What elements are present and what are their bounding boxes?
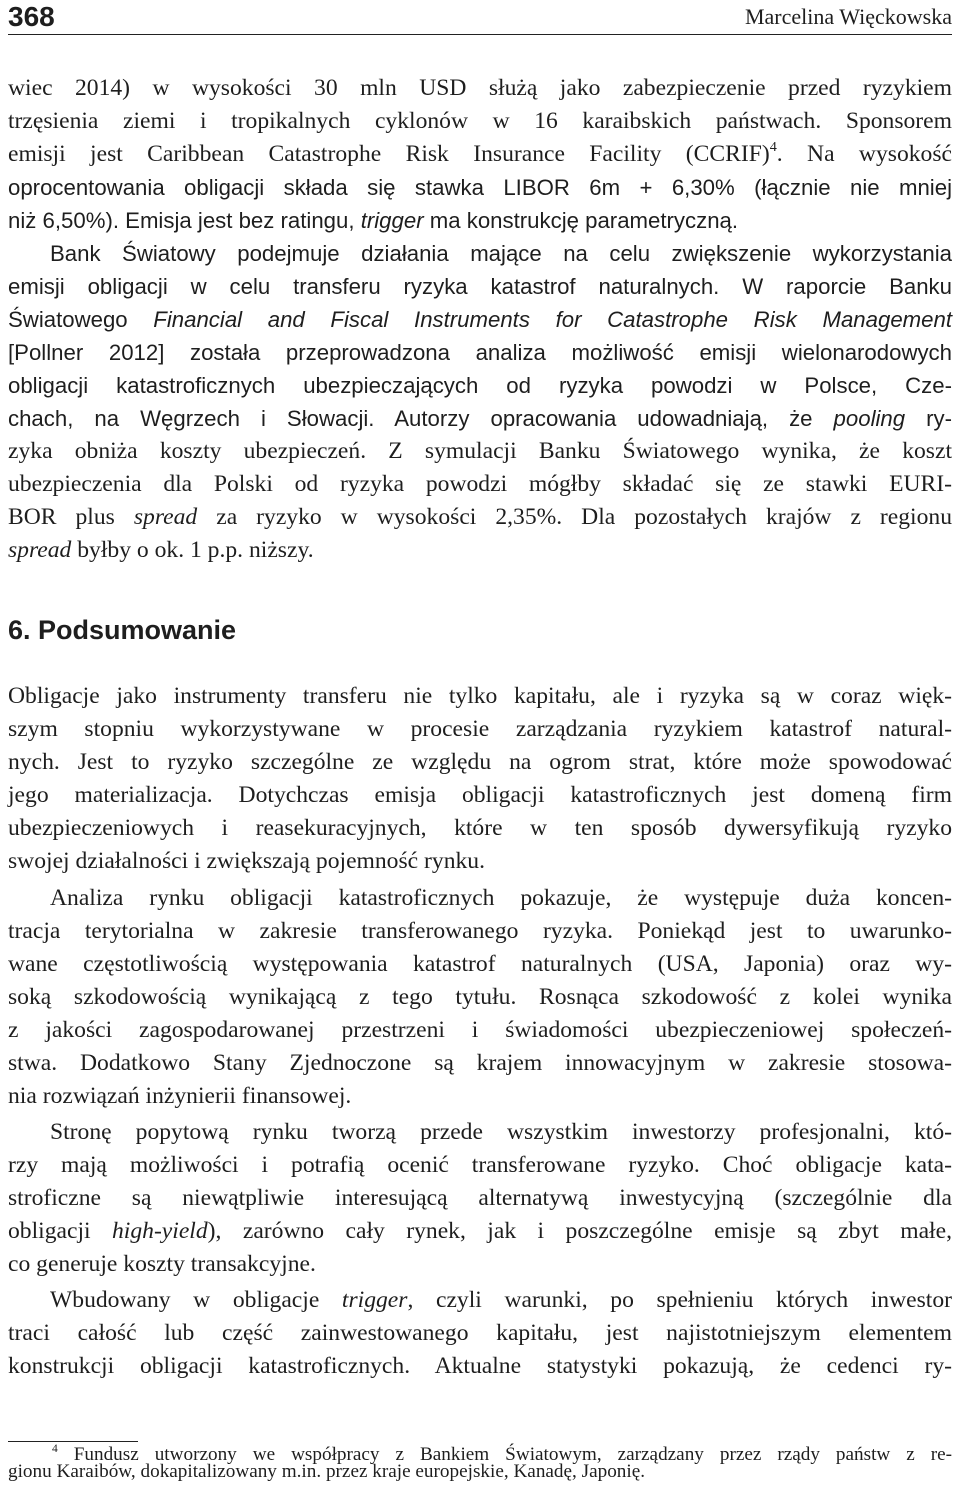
body-line (50, 1284, 952, 1317)
text-segment: . Na wysokość (776, 141, 952, 167)
page-header (8, 0, 952, 35)
running-head-author: Marcelina Więckowska (744, 4, 952, 29)
body-line (8, 204, 952, 237)
body-line (8, 402, 952, 435)
text-segment: chach, na Węgrzech i Słowacji. Autorzy opracowania udowadniają, że (8, 406, 834, 431)
body-line: z jakości zagospodarowanej przestrzeni i świadomości ubezpieczeniowej społeczeń- (8, 1017, 952, 1043)
section-heading: 6. Podsumowanie (8, 615, 237, 645)
body-line: co generuje koszty transakcyjne. (8, 1251, 316, 1277)
body-line (8, 534, 952, 567)
text-segment: Fundusz utworzony we współpracy z Bankiem Światowym, zarządzany przez rządy państw z re- (57, 1444, 952, 1465)
italic-term: pooling (833, 406, 906, 431)
italic-title: Financial and Fiscal Instruments for Catastrophe Risk Management (153, 307, 952, 332)
body-line: stroficzne są niewątpliwie interesującą alternatywą inwestycyjną (szczególnie dla (8, 1185, 952, 1211)
body-line: stwa. Dodatkowo Stany Zjednoczone są krajem innowacyjnym w zakresie stosowa- (8, 1050, 952, 1076)
body-line: swojej działalności i zwiększają pojemność rynku. (8, 848, 485, 874)
body-line: ubezpieczenia dla Polski od ryzyka powodzi mógłby składać się ze stawki EURI- (8, 471, 952, 497)
text-segment: Światowego (8, 307, 154, 332)
body-line: szym stopniu wykorzystywane w procesie zarządzania ryzykiem katastrof natural- (8, 716, 952, 742)
text-segment: niż 6,50%). Emisja jest bez ratingu, (8, 208, 361, 233)
body-line: jego materializacja. Dotychczas emisja obligacji katastroficznych jest domeną firm (8, 782, 952, 808)
italic-term: high-yield (112, 1218, 208, 1244)
footnote-reference: 4 (769, 139, 777, 156)
body-line: oprocentowania obligacji składa się stawka LIBOR 6m + 6,30% (łącznie nie mniej (8, 175, 952, 200)
text-segment: byłby o ok. 1 p.p. niższy. (71, 537, 314, 563)
footnote-marker: 4 (52, 1442, 58, 1455)
body-line: wiec 2014) w wysokości 30 mln USD służą jako zabezpieczenie przed ryzykiem (8, 75, 952, 101)
text-segment: obligacji (8, 1218, 112, 1244)
body-line (8, 501, 952, 534)
text-segment: ma konstrukcję parametryczną. (423, 208, 739, 233)
body-line: soką szkodowością wynikającą z tego tytułu. Rosnąca szkodowość z kolei wynika (8, 984, 952, 1010)
text-segment: emisji jest Caribbean Catastrophe Risk Insurance Facility (CCRIF) (8, 141, 770, 167)
text-segment: Wbudowany w obligacje (50, 1287, 342, 1313)
body-line: obligacji katastroficznych ubezpieczających od ryzyka powodzi w Polsce, Cze- (8, 373, 952, 398)
body-line: wane częstotliwością występowania katastrof naturalnych (USA, Japonia) oraz wy- (8, 951, 952, 977)
body-line: emisji obligacji w celu transferu ryzyka katastrof naturalnych. W raporcie Banku (8, 274, 952, 299)
body-line: konstrukcji obligacji katastroficznych. Aktualne statystyki pokazują, że cedenci ry- (8, 1353, 952, 1379)
body-line: nia rozwiązań inżynierii finansowej. (8, 1083, 352, 1109)
body-line: nych. Jest to ryzyko szczególne ze względu na ogrom strat, które może spowodować (8, 749, 952, 775)
body-line: Stronę popytową rynku tworzą przede wszystkim inwestorzy profesjonalni, któ- (50, 1119, 952, 1145)
italic-term: spread (8, 537, 72, 563)
text-segment: ry- (905, 406, 952, 431)
body-line (8, 303, 952, 336)
text-segment: ), zarówno cały rynek, jak i poszczególne emisje są zbyt małe, (207, 1218, 952, 1244)
body-line (8, 1215, 952, 1248)
body-line: ubezpieczeniowych i reasekuracyjnych, które w ten sposób dywersyfikują ryzyko (8, 815, 952, 841)
text-segment: za ryzyko w wysokości 2,35%. Dla pozostałych krajów z regionu (197, 504, 953, 530)
body-line: zyka obniża koszty ubezpieczeń. Z symulacji Banku Światowego wynika, że koszt (8, 438, 952, 464)
page-number: 368 (8, 1, 55, 32)
body-line: Obligacje jako instrumenty transferu nie tylko kapitału, ale i ryzyka są w coraz więk- (8, 683, 952, 709)
body-line (8, 138, 952, 171)
footnote-line: gionu Karaibów, dokapitalizowany m.in. przez kraje europejskie, Kanadę, Japonię. (8, 1461, 646, 1482)
body-line: traci całość lub część zainwestowanego kapitału, jest najistotniejszym elementem (8, 1320, 952, 1346)
text-segment: , czyli warunki, po spełnieniu których inwestor (407, 1287, 952, 1313)
italic-term: trigger (360, 208, 424, 233)
body-line: Bank Światowy podejmuje działania mające na celu zwiększenie wykorzystania (50, 241, 952, 266)
body-line: [Pollner 2012] została przeprowadzona analiza możliwość emisji wielonarodowych (8, 340, 952, 365)
body-line: trzęsienia ziemi i tropikalnych cyklonów w 16 karaibskich państwach. Sponsorem (8, 108, 952, 134)
italic-term: trigger (341, 1287, 408, 1313)
body-line: tracja terytorialna w zakresie transferowanego ryzyka. Poniekąd jest to uwarunko- (8, 918, 952, 944)
italic-term: spread (133, 504, 198, 530)
body-line: rzy mają możliwości i potrafią ocenić transferowane ryzyko. Choć obligacje kata- (8, 1152, 952, 1178)
body-line: Analiza rynku obligacji katastroficznych pokazuje, że występuje duża koncen- (50, 885, 952, 911)
text-segment: BOR plus (8, 504, 134, 530)
